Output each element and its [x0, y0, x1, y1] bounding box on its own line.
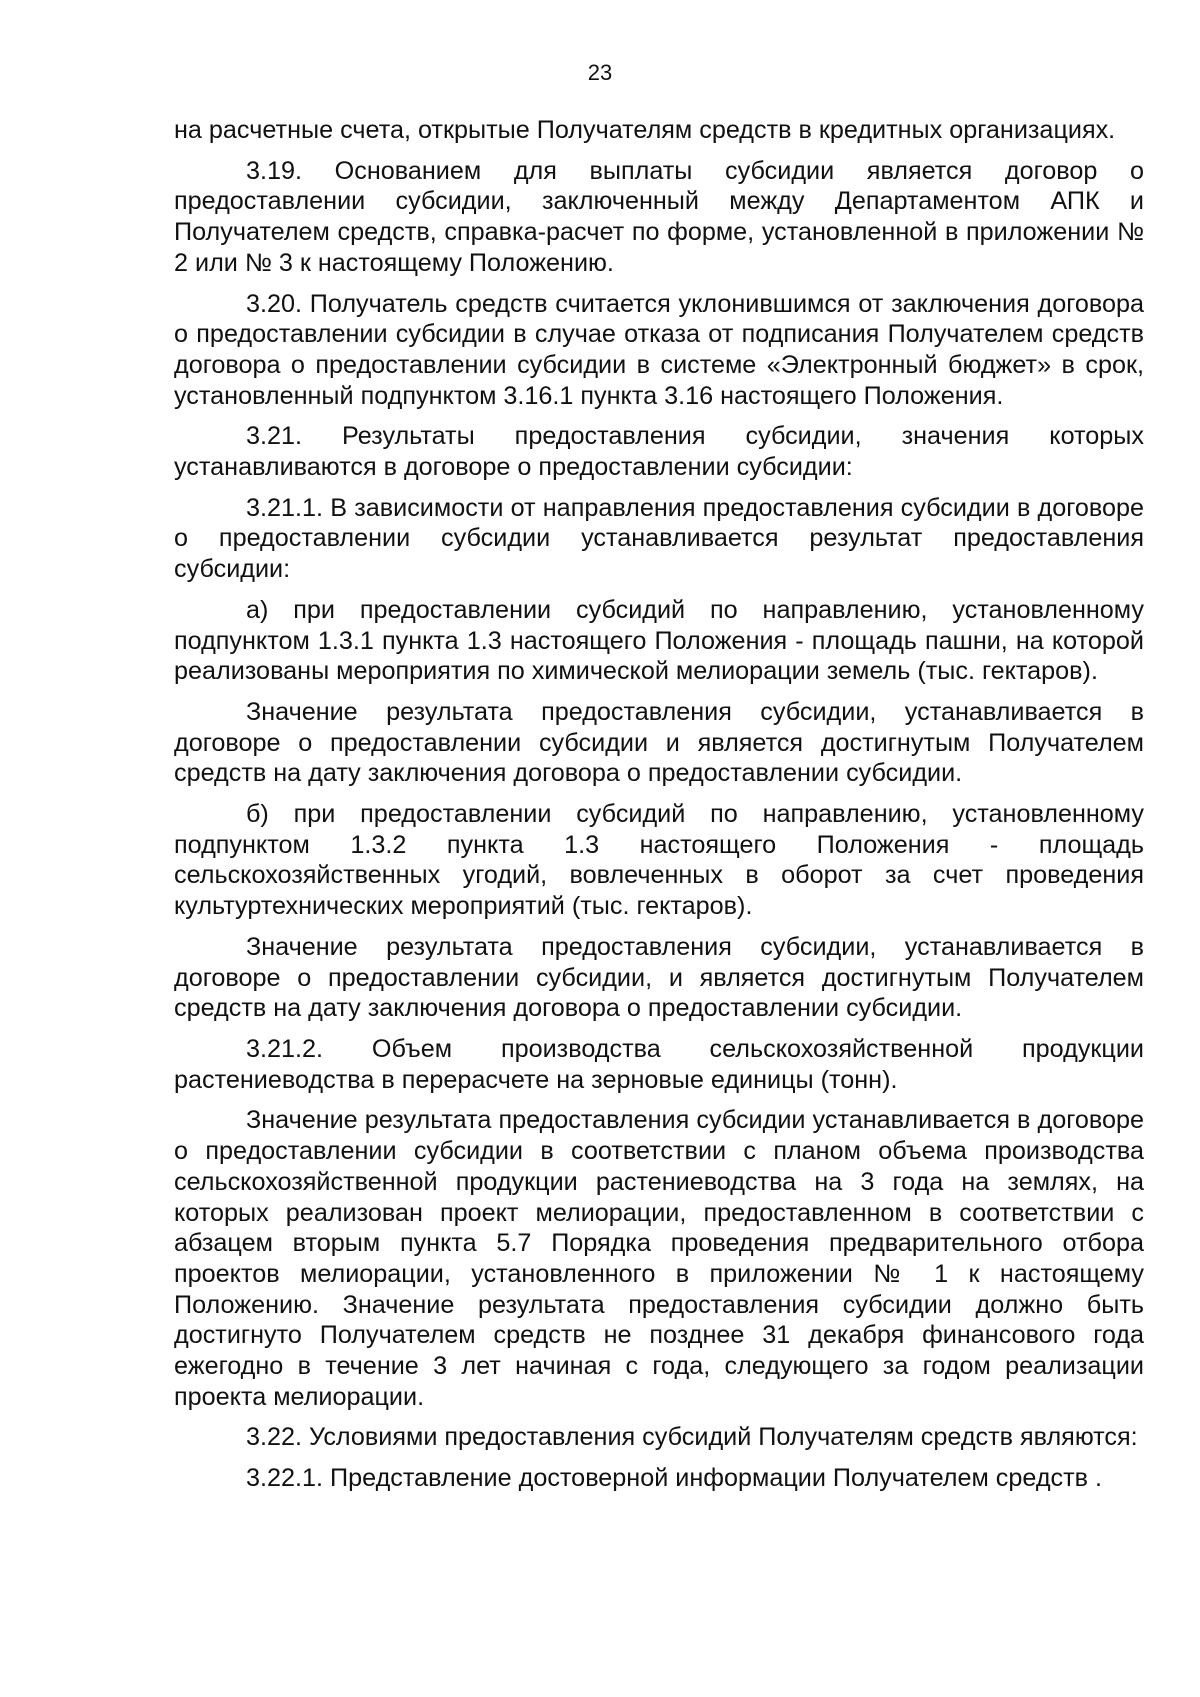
paragraph-result-value-a: Значение результата предоставления субсидии, устанавливается в договоре о предоставлении субсидии и является достигнутым Получателем средств на дату заключения договора о предоставлении субсидии.	[174, 697, 1144, 788]
page-number: 23	[587, 60, 613, 85]
paragraph-3-22-1: 3.22.1. Представление достоверной информации Получателем средств .	[246, 1464, 1103, 1493]
paragraph-item-a: а) при предоставлении субсидий по направлению, установленному подпунктом 1.3.1 пункта 1.3 настоящего Положения - площадь пашни, на которой реализованы мероприятия по химической мелиорации земель (тыс. гектаров).	[174, 595, 1144, 686]
document-body	[174, 115, 1144, 1504]
paragraph-3-19: 3.19. Основанием для выплаты субсидии является договор о предоставлении субсидии, заключенный между Департаментом АПК и Получателем средств, справка-расчет по форме, установленной в приложении № 2 или № 3 к настоящему Положению.	[174, 156, 1144, 277]
paragraph-3-21-2: 3.21.2. Объем производства сельскохозяйственной продукции растениеводства в перерасчете на зерновые единицы (тонн).	[174, 1034, 1144, 1094]
paragraph-item-b: б) при предоставлении субсидий по направлению, установленному подпунктом 1.3.2 пункта 1.3 настоящего Положения - площадь сельскохозяйственных угодий, вовлеченных в оборот за счет проведения культуртехнических мероприятий (тыс. гектаров).	[174, 800, 1144, 921]
paragraph-3-22: 3.22. Условиями предоставления субсидий Получателям средств являются:	[246, 1423, 1138, 1452]
paragraph-result-value-production: Значение результата предоставления субсидии устанавливается в договоре о предоставлении субсидии в соответствии с планом объема производства сельскохозяйственной продукции растениеводства на 3 года на землях, на которых реализован проект мелиорации, предоставленном в соответствии с абзацем вторым пункта 5.7 Порядка проведения предварительного отбора проектов мелиорации, установленного в приложении № 1 к настоящему Положению. Значение результата предоставления субсидии должно быть достигнуто Получателем средств не позднее 31 декабря финансового года ежегодно в течение 3 лет начиная с года, следующего за годом реализации проекта мелиорации.	[174, 1106, 1144, 1411]
paragraph-result-value-b: Значение результата предоставления субсидии, устанавливается в договоре о предоставлении субсидии, и является достигнутым Получателем средств на дату заключения договора о предоставлении субсидии.	[174, 932, 1144, 1023]
paragraph-continuation: на расчетные счета, открытые Получателям средств в кредитных организациях.	[174, 116, 1116, 144]
paragraph-3-20: 3.20. Получатель средств считается уклонившимся от заключения договора о предоставлении субсидии в случае отказа от подписания Получателем средств договора о предоставлении субсидии в системе «Электронный бюджет» в срок, установленный подпунктом 3.16.1 пункта 3.16 настоящего Положения.	[174, 289, 1144, 410]
paragraph-3-21-1: 3.21.1. В зависимости от направления предоставления субсидии в договоре о предоставлении субсидии устанавливается результат предоставления субсидии:	[174, 493, 1144, 584]
paragraph-3-21: 3.21. Результаты предоставления субсидии, значения которых устанавливаются в договоре о предоставлении субсидии:	[174, 422, 1144, 482]
